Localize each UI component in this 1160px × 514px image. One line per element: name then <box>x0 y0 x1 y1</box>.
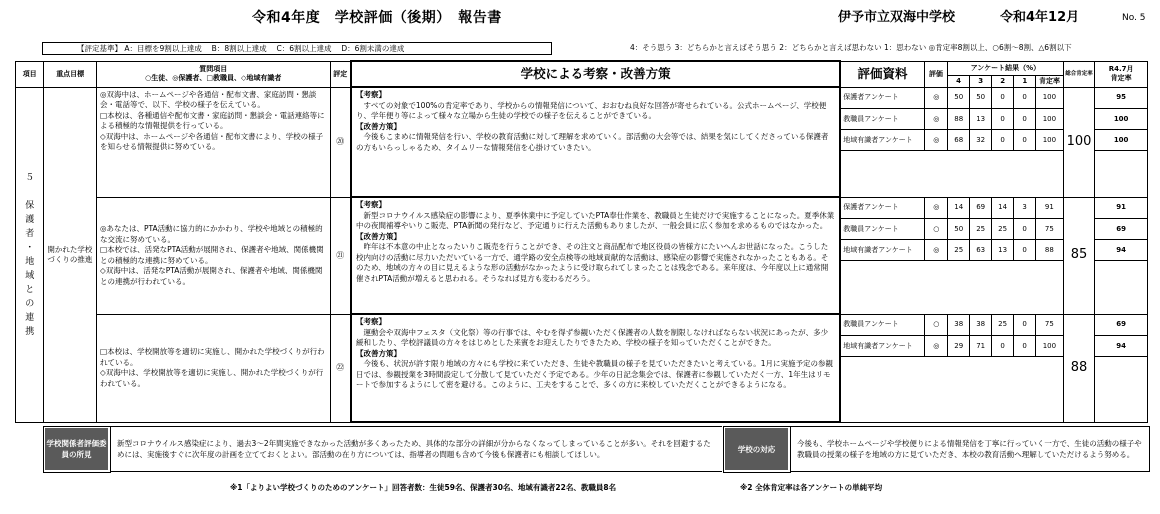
prev-rate: 69 <box>1095 219 1147 240</box>
question-items: ◎双海中は、ホームページや各通信・配布文書、家庭訪問・懇談会・電話等で、以下、学校の様子を伝えている。 □本校は、各種通信や配布文書・家庭訪問・懇談会・電話連絡等による積極的な情報提供を行っている。 ◇双海中は、ホームページや各通信・配布文書により、学校の様子を知らせる情報提供に努めている。 <box>96 87 330 197</box>
prev-rate: 69 <box>1095 315 1147 336</box>
value-2: 0 <box>992 336 1014 357</box>
school-response-label: 学校の対応 <box>724 427 790 472</box>
eval-mark: ○ <box>925 315 948 336</box>
prev-rate: 94 <box>1095 336 1147 357</box>
positive-rate: 100 <box>1036 130 1063 151</box>
prev-table <box>1095 315 1147 358</box>
value-2: 0 <box>992 88 1014 109</box>
value-2: 13 <box>992 240 1014 261</box>
remark-cell <box>351 197 840 314</box>
committee-opinion-text: 新型コロナウイルス感染症により、過去3～2年間実施できなかった活動が多くあったため、具体的な部分の詳細が分からなくなってしまっていることが多い。それを回避するためには、実施後すぐに次年度の計画を立てておくとよい。部活動の在り方については、指導者の問題も含めて今後も保護者にも相談してほしい。 <box>110 427 724 472</box>
area-label-text: ５ 保 護 者 ・ 地 域 と の 連 携 <box>25 172 35 337</box>
grading-criteria: 【評定基準】 A：目標を9割以上達成 B：8割以上達成 C：6割以上達成 D：6割未満の達成 <box>42 42 552 55</box>
col-prev-top: R4.7月 <box>1108 65 1134 74</box>
col-c1: 1 <box>1014 75 1036 87</box>
eval-mark: ○ <box>925 219 948 240</box>
survey-row <box>841 315 1063 336</box>
survey-name: 保護者アンケート <box>841 88 925 109</box>
value-4: 14 <box>948 198 970 219</box>
survey-name: 教職員アンケート <box>841 219 925 240</box>
value-3: 32 <box>970 130 992 151</box>
value-2: 0 <box>992 130 1014 151</box>
col-items-sub: ○生徒、◎保護者、□教職員、◇地域有識者 <box>145 74 282 82</box>
positive-rate: 100 <box>1036 109 1063 130</box>
prev-table <box>1095 88 1147 152</box>
col-prev <box>1095 61 1148 87</box>
total-rate: 88 <box>1063 314 1095 422</box>
remark-text: 新型コロナウイルス感染症の影響により、夏季休業中に予定していたPTA奉仕作業を、教職員と生徒だけで実施することになった。夏季休業中の夜間補導やいりこ販売、PTA新聞の発行など、予定通りに行えた活動もありましたが、一般会員に広く参加を求めるものではなかった。 <box>356 210 835 230</box>
footnote-respondents: ※1「よりよい学校づくりのためのアンケート」回答者数：生徒59名、保護者30名、地域有識者22名、教職員8名 <box>230 483 617 492</box>
col-items <box>96 61 330 87</box>
survey-block <box>840 197 1063 314</box>
improvement-heading: 【改善方策】 <box>356 231 402 241</box>
survey-row <box>841 109 1063 130</box>
value-3: 50 <box>970 88 992 109</box>
positive-rate: 75 <box>1036 219 1063 240</box>
positive-rate: 100 <box>1036 88 1063 109</box>
value-2: 0 <box>992 109 1014 130</box>
survey-name: 教職員アンケート <box>841 315 925 336</box>
survey-name: 地域有識者アンケート <box>841 130 925 151</box>
remark-cell <box>351 314 840 422</box>
table-row <box>16 197 1148 314</box>
eval-mark: ◎ <box>925 130 948 151</box>
improvement-heading: 【改善方策】 <box>356 121 402 131</box>
value-4: 68 <box>948 130 970 151</box>
value-4: 29 <box>948 336 970 357</box>
school-name: 伊予市立双海中学校 <box>838 10 956 25</box>
value-1: 0 <box>1014 109 1036 130</box>
col-remark: 学校による考察・改善方策 <box>351 61 840 87</box>
prev-rate: 95 <box>1095 88 1147 109</box>
item-number: ⑳ <box>330 87 351 197</box>
col-results: アンケート結果（%） <box>948 61 1064 75</box>
value-3: 38 <box>970 315 992 336</box>
prev-block <box>1095 314 1148 422</box>
survey-block <box>840 87 1063 197</box>
col-total: 総合肯定率 <box>1063 61 1095 87</box>
survey-name: 教職員アンケート <box>841 109 925 130</box>
report-title: 令和4年度 学校評価（後期） 報告書 <box>252 10 502 26</box>
value-4: 50 <box>948 88 970 109</box>
item-number: ㉑ <box>330 197 351 314</box>
value-1: 0 <box>1014 219 1036 240</box>
report-date: 令和4年12月 <box>1000 10 1080 25</box>
survey-name: 地域有識者アンケート <box>841 336 925 357</box>
footnote-average: ※2 全体肯定率は各アンケートの単純平均 <box>740 483 883 492</box>
prev-rate: 91 <box>1095 198 1147 219</box>
eval-mark: ◎ <box>925 336 948 357</box>
remark-text: すべての対象で100%の肯定率であり、学校からの情報発信について、おおむね良好な回答が寄せられている。公式ホームページ、学校便り、学年便り等によって様々な立場から生徒の学校での様子を伝えることができている。 <box>356 100 827 120</box>
col-grade: 評定 <box>330 61 351 87</box>
value-3: 13 <box>970 109 992 130</box>
survey-name: 保護者アンケート <box>841 198 925 219</box>
survey-name: 地域有識者アンケート <box>841 240 925 261</box>
survey-table <box>841 315 1063 358</box>
positive-rate: 88 <box>1036 240 1063 261</box>
col-eval: 評価 <box>924 61 947 87</box>
prev-rate: 100 <box>1095 109 1147 130</box>
col-c2: 2 <box>992 75 1014 87</box>
prev-rate: 94 <box>1095 240 1147 261</box>
table-row <box>16 87 1148 197</box>
survey-row <box>841 198 1063 219</box>
value-3: 71 <box>970 336 992 357</box>
col-survey: 評価資料 <box>840 61 924 87</box>
value-3: 25 <box>970 219 992 240</box>
value-3: 69 <box>970 198 992 219</box>
col-rate: 肯定率 <box>1036 75 1063 87</box>
positive-rate: 100 <box>1036 336 1063 357</box>
eval-mark: ◎ <box>925 88 948 109</box>
prev-rate: 100 <box>1095 130 1147 151</box>
survey-row <box>841 336 1063 357</box>
value-4: 50 <box>948 219 970 240</box>
value-1: 0 <box>1014 336 1036 357</box>
col-c3: 3 <box>970 75 992 87</box>
value-3: 63 <box>970 240 992 261</box>
value-1: 0 <box>1014 240 1036 261</box>
value-2: 25 <box>992 219 1014 240</box>
survey-row <box>841 219 1063 240</box>
survey-legend: 4：そう思う 3：どちらかと言えばそう思う 2：どちらかと言えば思わない 1：思わない ◎肯定率8割以上、○6割～8割、△6割以下 <box>630 43 1072 52</box>
eval-mark: ◎ <box>925 109 948 130</box>
value-1: 3 <box>1014 198 1036 219</box>
improvement-text: 今後も、状況が許す限り地域の方々にも学校に来ていただき、生徒や教職員の様子を見ていただきたいと考えている。1月に実施予定の参観日では、参観授業を3時間設定して分散して見ていただく予定である。少年の日記念集会では、保護者に参観していただく一方、1年生はリモートで参加するようにして密を避ける。このように、工夫をすることで、多くの方に来校していただくことができるようになる。 <box>356 359 834 389</box>
value-2: 14 <box>992 198 1014 219</box>
remark-heading: 【考察】 <box>356 317 387 326</box>
question-items: □本校は、学校開放等を適切に実施し、開かれた学校づくりが行われている。 ◇双海中は、学校開放等を適切に実施し、開かれた学校づくりが行われている。 <box>96 314 330 422</box>
prev-table <box>1095 198 1147 262</box>
col-c4: 4 <box>948 75 970 87</box>
value-2: 25 <box>992 315 1014 336</box>
col-items-title: 質問項目 <box>199 65 228 74</box>
item-number: ㉒ <box>330 314 351 422</box>
remark-heading: 【考察】 <box>356 200 387 209</box>
total-rate: 85 <box>1063 197 1095 314</box>
col-focus: 重点目標 <box>44 61 97 87</box>
survey-table <box>841 198 1063 262</box>
value-1: 0 <box>1014 88 1036 109</box>
survey-block <box>840 314 1063 422</box>
eval-mark: ◎ <box>925 198 948 219</box>
bottom-section <box>42 425 1150 473</box>
remark-cell <box>351 87 840 197</box>
eval-mark: ◎ <box>925 240 948 261</box>
improvement-text: 昨年は不本意の中止となったいりこ販売を行うことができ、その注文と商品配布で地区役員の皆様方にたいへんお世話になった。こうした校内向けの活動に尽力いただいている一方で、通学路の安全点検等の地域貢献的な活動は、感染症の影響で実施されなかったこともある。そのため、地域の方々の目に見えるような形の活動がなかったように受け取られてしまったことは残念である。来年度は、今年度以上に通常開催されPTA活動が増えると思われる。そうなれば見方も変わるだろう。 <box>356 242 829 283</box>
positive-rate: 91 <box>1036 198 1063 219</box>
value-4: 25 <box>948 240 970 261</box>
improvement-text: 今後もこまめに情報発信を行い、学校の教育活動に対して理解を求めていく。部活動の大会等では、結果を気にしてくださっている保護者の方もいらっしゃるため、タイムリーな情報発信を心掛けていきたい。 <box>356 132 829 152</box>
evaluation-table <box>15 60 1148 423</box>
remark-heading: 【考察】 <box>356 90 387 99</box>
value-4: 88 <box>948 109 970 130</box>
col-area: 項目 <box>16 61 44 87</box>
question-items: ◎あなたは、PTA活動に協力的にかかわり、学校や地域との積極的な交流に努めている。 □本校では、活発なPTA活動が展開され、保護者や地域、関係機関との積極的な連携に努めている。 ◇双海中は、活発なPTA活動が展開され、保護者や地域、関係機関との連携が行われている。 <box>96 197 330 314</box>
remark-text: 運動会や双海中フェスタ（文化祭）等の行事では、やむを得ず参観いただく保護者の人数を制限しなければならない状況にあったが、多少緩和したり、学校評議員の方々をはじめとした来賓をお迎えしたりできたため、学校の様子を知っていただくことができた。 <box>356 327 829 347</box>
prev-block <box>1095 87 1148 197</box>
focus-goal: 開かれた学校づくりの推進 <box>44 87 97 422</box>
area-label <box>16 87 44 422</box>
table-row <box>16 314 1148 422</box>
committee-opinion-label: 学校関係者評価委員の所見 <box>44 427 110 472</box>
value-1: 0 <box>1014 130 1036 151</box>
improvement-heading: 【改善方策】 <box>356 348 402 358</box>
value-4: 38 <box>948 315 970 336</box>
prev-block <box>1095 197 1148 314</box>
page-number: No. 5 <box>1122 13 1146 23</box>
survey-row <box>841 130 1063 151</box>
total-rate: 100 <box>1063 87 1095 197</box>
survey-table <box>841 88 1063 152</box>
survey-row <box>841 240 1063 261</box>
value-1: 0 <box>1014 315 1036 336</box>
survey-row <box>841 88 1063 109</box>
school-response-text: 今後も、学校ホームページや学校便りによる情報発信を丁寧に行っていく一方で、生徒の活動の様子や教職員の授業の様子を地域の方に見ていただき、本校の教育活動へ理解していただけるよう努める。 <box>790 427 1150 472</box>
positive-rate: 75 <box>1036 315 1063 336</box>
col-prev-bottom: 肯定率 <box>1110 74 1132 82</box>
